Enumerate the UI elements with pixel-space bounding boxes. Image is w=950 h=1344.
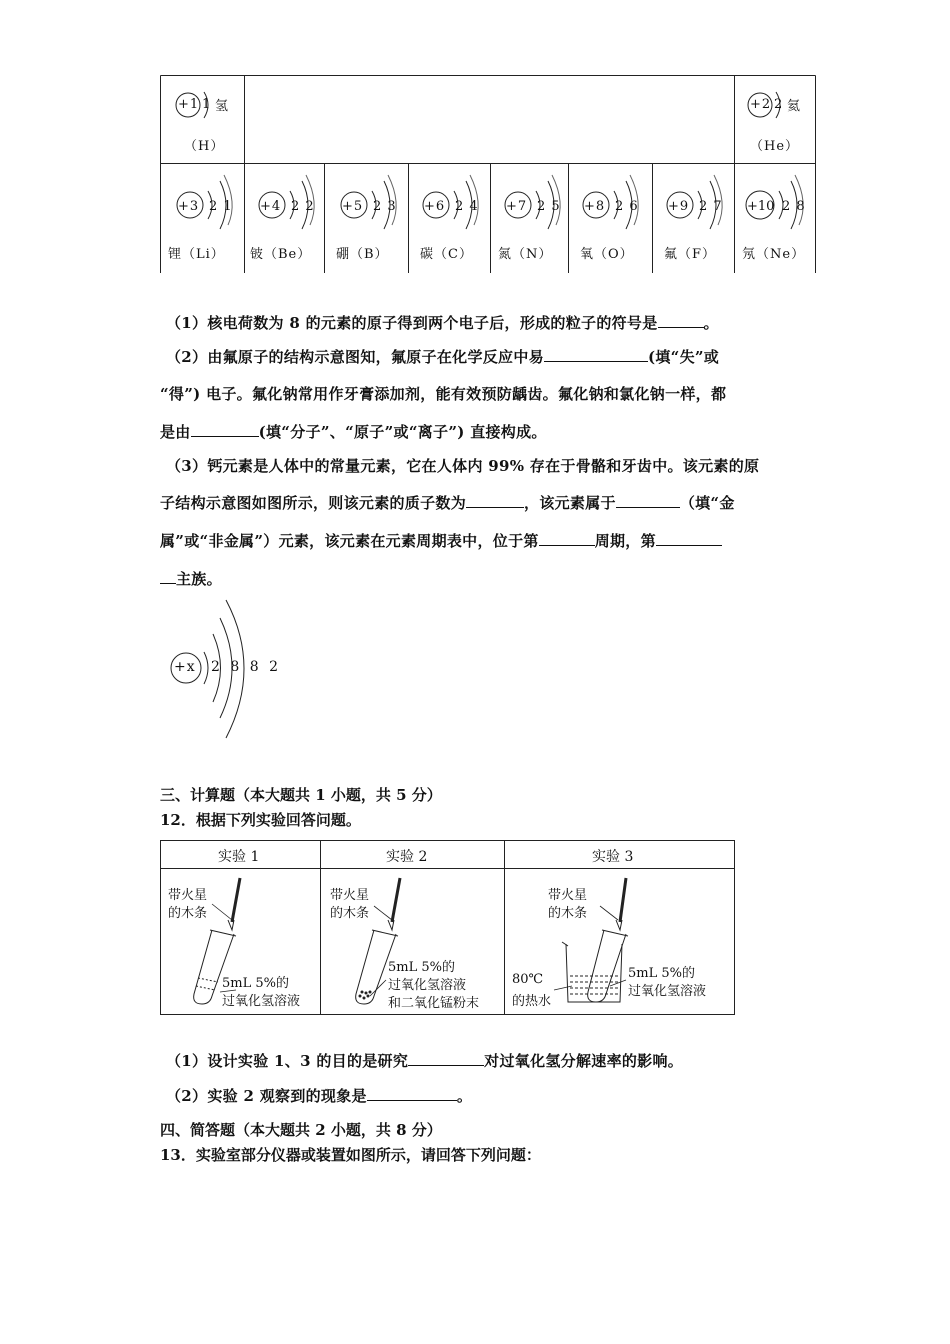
hydrogen-nucleus: +1 <box>178 97 200 112</box>
beryllium-label: 铍（Be） <box>250 247 312 262</box>
experiment3-header: 实验 3 <box>592 849 634 865</box>
q12-part1: （1）设计实验 1、3 的目的是研究 对过氧化氢分解速率的影响。 <box>166 1052 684 1070</box>
exp3-splint-label-2: 的木条 <box>548 906 588 921</box>
beryllium-nucleus: +4 <box>260 199 282 214</box>
experiment1-header: 实验 1 <box>218 849 260 865</box>
nitrogen-nucleus: +7 <box>506 199 528 214</box>
lithium-shells: 2 1 <box>209 199 233 214</box>
boron-label: 硼（B） <box>336 247 389 262</box>
neon-nucleus: +10 <box>747 199 775 214</box>
q11-part1: （1）核电荷数为 8 的元素的原子得到两个电子后，形成的粒子的符号是 。 <box>166 314 719 332</box>
answer-blank[interactable] <box>658 313 704 328</box>
q12-title: 12．根据下列实验回答问题。 <box>160 811 361 829</box>
q11-part3-line3: 属”或“非金属”）元素，该元素在元素周期表中，位于第 周期，第 <box>160 530 722 551</box>
q11-part3-line2: 子结构示意图如图所示，则该元素的质子数为 ，该元素属于 （填“金 <box>160 494 735 512</box>
answer-blank[interactable] <box>616 493 680 508</box>
carbon-shells: 2 4 <box>455 199 479 214</box>
calcium-nucleus: +x <box>174 659 196 675</box>
exp3-liquid-label-1: 5mL 5%的 <box>628 966 695 981</box>
lithium-nucleus: +3 <box>178 199 200 214</box>
exp2-liquid-label-2: 过氧化氢溶液 <box>388 978 467 993</box>
oxygen-label: 氧（O） <box>580 247 634 262</box>
helium-nucleus: +2 <box>750 97 772 112</box>
exp1-liquid-label-2: 过氧化氢溶液 <box>222 994 301 1009</box>
beryllium-shells: 2 2 <box>291 199 315 214</box>
carbon-nucleus: +6 <box>424 199 446 214</box>
carbon-label: 碳（C） <box>420 247 473 262</box>
helium-symbol: （He） <box>750 139 800 154</box>
q11-part2-line3: 是由 (填“分子”、“原子”或“离子”) 直接构成。 <box>160 423 547 441</box>
q11-part3-line4: 主族。 <box>160 568 222 589</box>
oxygen-nucleus: +8 <box>584 199 606 214</box>
section4-title: 四、简答题（本大题共 2 小题，共 8 分） <box>160 1121 442 1139</box>
exp3-water-label-1: 80℃ <box>512 972 544 987</box>
answer-blank[interactable] <box>544 347 648 362</box>
atomic-structure-table <box>160 75 816 273</box>
hydrogen-symbol: （H） <box>184 139 225 154</box>
answer-blank[interactable] <box>466 493 524 508</box>
hydrogen-shells: 1 <box>202 97 212 112</box>
answer-blank[interactable] <box>191 422 259 437</box>
exp2-splint-label-1: 带火星 <box>330 888 370 903</box>
lithium-label: 锂（Li） <box>168 247 225 262</box>
answer-blank[interactable] <box>656 531 722 546</box>
exp2-splint-label-2: 的木条 <box>330 906 370 921</box>
experiment2-header: 实验 2 <box>386 849 428 865</box>
helium-shells: 2 <box>774 97 784 112</box>
experiment-table <box>160 840 735 1015</box>
q11-part3-line1: （3）钙元素是人体中的常量元素，它在人体内 99% 存在于骨骼和牙齿中。该元素的原 <box>166 457 760 475</box>
exp2-liquid-label-1: 5mL 5%的 <box>388 960 455 975</box>
q11-part2-line1: （2）由氟原子的结构示意图知，氟原子在化学反应中易 (填“失”或 <box>166 348 720 366</box>
fluorine-nucleus: +9 <box>668 199 690 214</box>
nitrogen-shells: 2 5 <box>537 199 561 214</box>
answer-blank[interactable] <box>539 531 595 546</box>
exp1-splint-label-2: 的木条 <box>168 906 208 921</box>
fluorine-label: 氟（F） <box>664 247 717 262</box>
fluorine-shells: 2 7 <box>699 199 723 214</box>
nitrogen-label: 氮（N） <box>498 247 553 262</box>
exp1-splint-label-1: 带火星 <box>168 888 208 903</box>
exp1-liquid-label-1: 5mL 5%的 <box>222 976 289 991</box>
hydrogen-name: 氢 <box>215 99 230 114</box>
answer-blank[interactable] <box>160 569 176 584</box>
q12-part2: （2）实验 2 观察到的现象是 。 <box>166 1087 473 1105</box>
answer-blank[interactable] <box>408 1051 484 1066</box>
boron-shells: 2 3 <box>373 199 397 214</box>
oxygen-shells: 2 6 <box>615 199 639 214</box>
calcium-electrons: 2 8 8 2 <box>211 659 281 675</box>
exp2-liquid-label-3: 和二氧化锰粉末 <box>388 996 480 1011</box>
q13-title: 13．实验室部分仪器或装置如图所示，请回答下列问题： <box>160 1146 541 1164</box>
exp3-liquid-label-2: 过氧化氢溶液 <box>628 984 707 999</box>
section3-title: 三、计算题（本大题共 1 小题，共 5 分） <box>160 786 442 804</box>
exp3-water-label-2: 的热水 <box>512 994 552 1009</box>
exp3-splint-label-1: 带火星 <box>548 888 588 903</box>
helium-name: 氦 <box>787 99 802 114</box>
neon-label: 氖（Ne） <box>742 247 806 262</box>
q11-part2-line2: “得”) 电子。氟化钠常用作牙膏添加剂，能有效预防龋齿。氟化钠和氯化钠一样，都 <box>160 385 727 403</box>
neon-shells: 2 8 <box>782 199 806 214</box>
boron-nucleus: +5 <box>342 199 364 214</box>
answer-blank[interactable] <box>367 1086 457 1101</box>
